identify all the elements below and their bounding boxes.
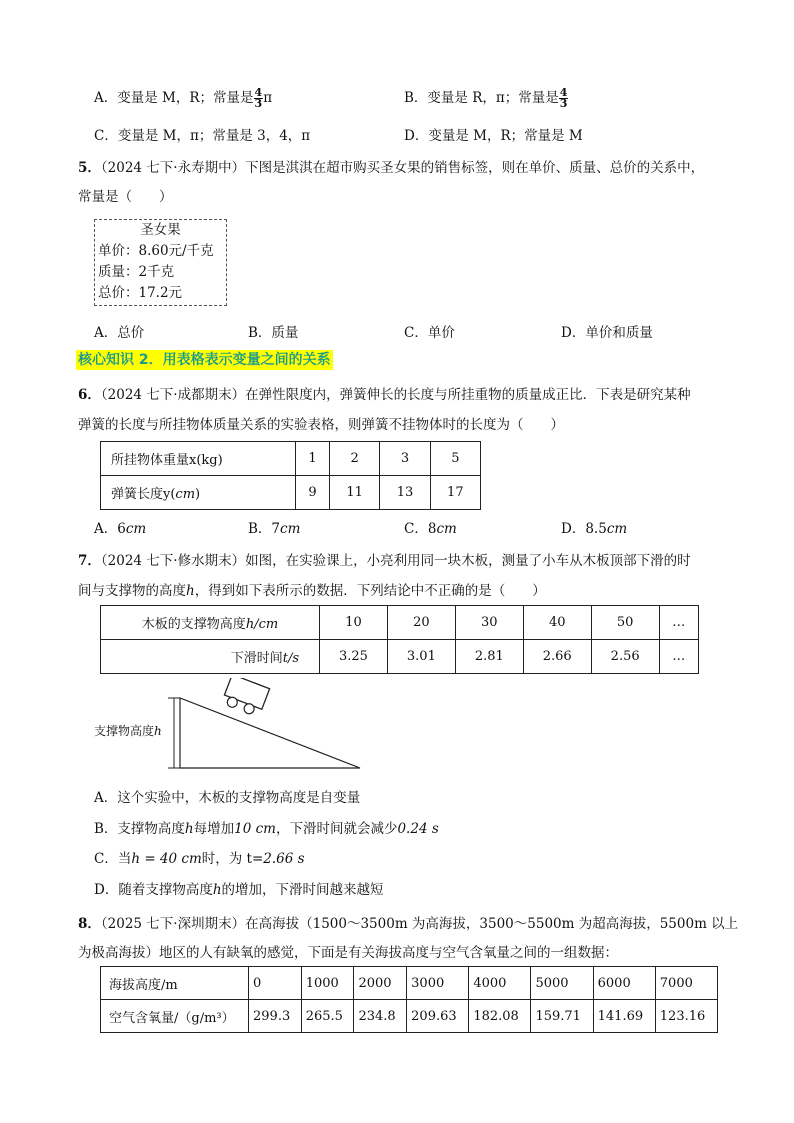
q6-option-b <box>248 517 300 537</box>
table-cell: 7000 <box>655 967 717 1000</box>
option-unit: cm <box>606 521 628 537</box>
option-value: 2.66 s <box>263 851 305 867</box>
q5-option-b: B．质量 <box>248 325 299 341</box>
q5-text: 下图是淇淇在超市购买圣女果的销售标签，则在单价、质量、总价的关系中， <box>245 160 705 176</box>
q6-stem-line2: 弹簧的长度与所挂物体质量关系的实验表格，则弹簧不挂物体时的长度为（ ） <box>78 417 564 433</box>
table-cell: 11 <box>330 476 380 510</box>
table-cell: 2.81 <box>455 640 523 674</box>
table-cell: 9 <box>296 476 330 510</box>
table-cell: 1000 <box>301 967 354 1000</box>
q6-table <box>100 441 481 510</box>
header-text: 下滑时间 <box>230 651 283 666</box>
q6-option-d <box>561 517 627 537</box>
q7-text: 间与支撑物的高度 <box>78 583 186 599</box>
fraction-numerator: 4 <box>559 86 568 99</box>
option-text: 每增加 <box>193 821 235 837</box>
table-cell: 13 <box>380 476 430 510</box>
table-row <box>101 1000 718 1033</box>
question-number: 6． <box>78 387 101 403</box>
table-cell: … <box>659 640 698 674</box>
label-mass: 质量：2千克 <box>98 264 175 280</box>
q8-table <box>100 966 718 1033</box>
table-cell: 159.71 <box>531 1000 593 1033</box>
fraction-denominator: 3 <box>559 97 568 110</box>
table-header-cell: 海拔高度/m <box>101 967 249 1000</box>
cart-icon <box>221 678 269 718</box>
table-cell: 40 <box>523 606 591 640</box>
table-cell: 299.3 <box>249 1000 302 1033</box>
table-cell: 5 <box>430 442 480 476</box>
option-text: 时，为 t= <box>201 851 264 867</box>
q7-table <box>100 605 699 674</box>
table-cell: 30 <box>455 606 523 640</box>
table-cell: 3000 <box>407 967 469 1000</box>
table-cell: 50 <box>591 606 659 640</box>
table-header-cell: 空气含氧量/（g/m³） <box>101 1000 249 1033</box>
fraction-denominator: 3 <box>254 97 263 110</box>
option-letter: C． <box>404 521 428 537</box>
incline-triangle <box>180 698 360 768</box>
q7-text: 如图，在实验课上，小亮利用同一块木板，测量了小车从木板顶部下滑的时 <box>245 553 691 569</box>
q7-stem-line1 <box>78 549 691 569</box>
header-unit: cm <box>175 487 196 502</box>
label-total: 总价：17.2元 <box>98 285 183 301</box>
table-cell: 5000 <box>531 967 593 1000</box>
table-cell: 141.69 <box>593 1000 655 1033</box>
label-price: 单价：8.60元/千克 <box>98 243 214 259</box>
fraction-numerator: 4 <box>254 86 263 99</box>
question-source: （2025 七下·深圳期末） <box>100 916 246 932</box>
question-number: 8． <box>78 916 101 932</box>
question-number: 5． <box>78 160 101 176</box>
header-text: 木板的支撑物高度 <box>141 617 246 632</box>
q6-text: 在弹性限度内，弹簧伸长的长度与所挂重物的质量成正比．下表是研究某种 <box>245 387 691 403</box>
question-source: （2024 七下·成都期末） <box>100 387 246 403</box>
question-number: 7． <box>78 553 101 569</box>
table-cell: 1 <box>296 442 330 476</box>
table-cell: 265.5 <box>301 1000 354 1033</box>
option-unit: cm <box>280 521 301 537</box>
q8-stem-line1 <box>78 912 738 932</box>
table-cell: 3.01 <box>387 640 455 674</box>
option-text: ，下滑时间就会减少 <box>275 821 398 837</box>
slope-figure <box>160 678 370 772</box>
label-title: 圣女果 <box>140 222 181 238</box>
q7-option-a: A．这个实验中，木板的支撑物高度是自变量 <box>94 790 361 806</box>
q4-option-b-text: B．变量是 R，π；常量是 <box>404 90 559 106</box>
table-cell: 209.63 <box>407 1000 469 1033</box>
q5-stem-line2: 常量是（ ） <box>78 189 173 205</box>
option-text: B．支撑物高度 <box>94 821 185 837</box>
header-text: ) <box>195 487 201 502</box>
figure-label <box>94 722 162 739</box>
table-cell: 6000 <box>593 967 655 1000</box>
q8-text: 在高海拔（1500～3500m 为高海拔，3500～5500m 为超高海拔，5500m 以上 <box>245 916 739 932</box>
option-value: 8 <box>427 521 437 537</box>
q5-option-a: A．总价 <box>94 325 145 341</box>
question-source: （2024 七下·修水期末） <box>100 553 246 569</box>
option-letter: A． <box>94 521 118 537</box>
table-row <box>101 640 699 674</box>
table-cell: 2.56 <box>591 640 659 674</box>
table-cell: 2000 <box>354 967 407 1000</box>
q5-option-d: D．单价和质量 <box>561 325 653 341</box>
question-source: （2024 七下·永寿期中） <box>100 160 246 176</box>
header-unit: t/s <box>282 651 299 666</box>
table-header-cell: 所挂物体重量x(kg) <box>101 442 296 476</box>
figure-label-var: h <box>154 724 162 738</box>
q7-text: ，得到如下表所示的数据．下列结论中不正确的是（ ） <box>194 583 546 599</box>
q7-option-b <box>94 817 439 837</box>
option-unit: cm <box>125 521 147 537</box>
option-value: 8.5 <box>585 521 607 537</box>
q8-stem-line2: 为极高海拔）地区的人有缺氧的感觉，下面是有关海拔高度与空气含氧量之间的一组数据： <box>78 945 618 961</box>
table-cell: 17 <box>430 476 480 510</box>
table-cell: 20 <box>387 606 455 640</box>
q4-option-b <box>404 86 568 109</box>
table-header-cell <box>101 606 320 640</box>
q6-option-c <box>404 517 457 537</box>
fraction-four-thirds <box>559 88 569 109</box>
table-cell: 3.25 <box>320 640 388 674</box>
option-expr: h = 40 cm <box>131 851 202 867</box>
option-letter: D． <box>561 521 586 537</box>
table-cell: 4000 <box>469 967 531 1000</box>
q5-option-c: C．单价 <box>404 325 455 341</box>
option-text: 的增加，下滑时间越来越短 <box>221 882 384 898</box>
table-cell: 123.16 <box>655 1000 717 1033</box>
table-header-cell <box>101 476 296 510</box>
option-value: 7 <box>271 521 281 537</box>
q6-option-a <box>94 517 146 537</box>
option-text: C．当 <box>94 851 132 867</box>
table-cell: 0 <box>249 967 302 1000</box>
option-value: 6 <box>117 521 126 537</box>
header-unit: h/cm <box>245 617 279 632</box>
section-heading: 核心知识 2．用表格表示变量之间的关系 <box>78 352 331 368</box>
option-text: D．随着支撑物高度 <box>94 882 213 898</box>
q7-stem-line2 <box>78 579 546 599</box>
q6-stem-line1 <box>78 383 691 403</box>
fraction-four-thirds <box>254 88 264 109</box>
table-cell: 2 <box>330 442 380 476</box>
option-letter: B． <box>248 521 272 537</box>
variable-h: h <box>186 583 195 599</box>
q4-option-a <box>94 86 272 109</box>
table-row <box>101 967 718 1000</box>
q7-option-c <box>94 847 305 867</box>
q4-option-d: D．变量是 M，R；常量是 M <box>404 128 583 144</box>
option-value: 10 cm <box>234 821 276 837</box>
figure-label-text: 支撑物高度 <box>94 724 155 738</box>
q7-option-d <box>94 878 384 898</box>
option-var: h <box>212 882 222 898</box>
table-header-cell <box>101 640 320 674</box>
table-cell: 234.8 <box>354 1000 407 1033</box>
table-cell: 2.66 <box>523 640 591 674</box>
table-row <box>101 442 481 476</box>
table-row <box>101 476 481 510</box>
q4-option-c: C．变量是 M，π；常量是 3，4，π <box>94 128 311 144</box>
option-var: h <box>184 821 194 837</box>
option-value: 0.24 s <box>397 821 439 837</box>
table-cell: 3 <box>380 442 430 476</box>
pi-symbol: π <box>263 90 273 106</box>
price-label-box <box>94 219 227 306</box>
table-cell: … <box>659 606 698 640</box>
q4-option-a-text: A．变量是 M，R；常量是 <box>94 90 254 106</box>
table-row <box>101 606 699 640</box>
table-cell: 182.08 <box>469 1000 531 1033</box>
header-text: 弹簧长度y( <box>111 487 176 502</box>
q5-stem-line1 <box>78 156 704 176</box>
table-cell: 10 <box>320 606 388 640</box>
option-unit: cm <box>436 521 457 537</box>
